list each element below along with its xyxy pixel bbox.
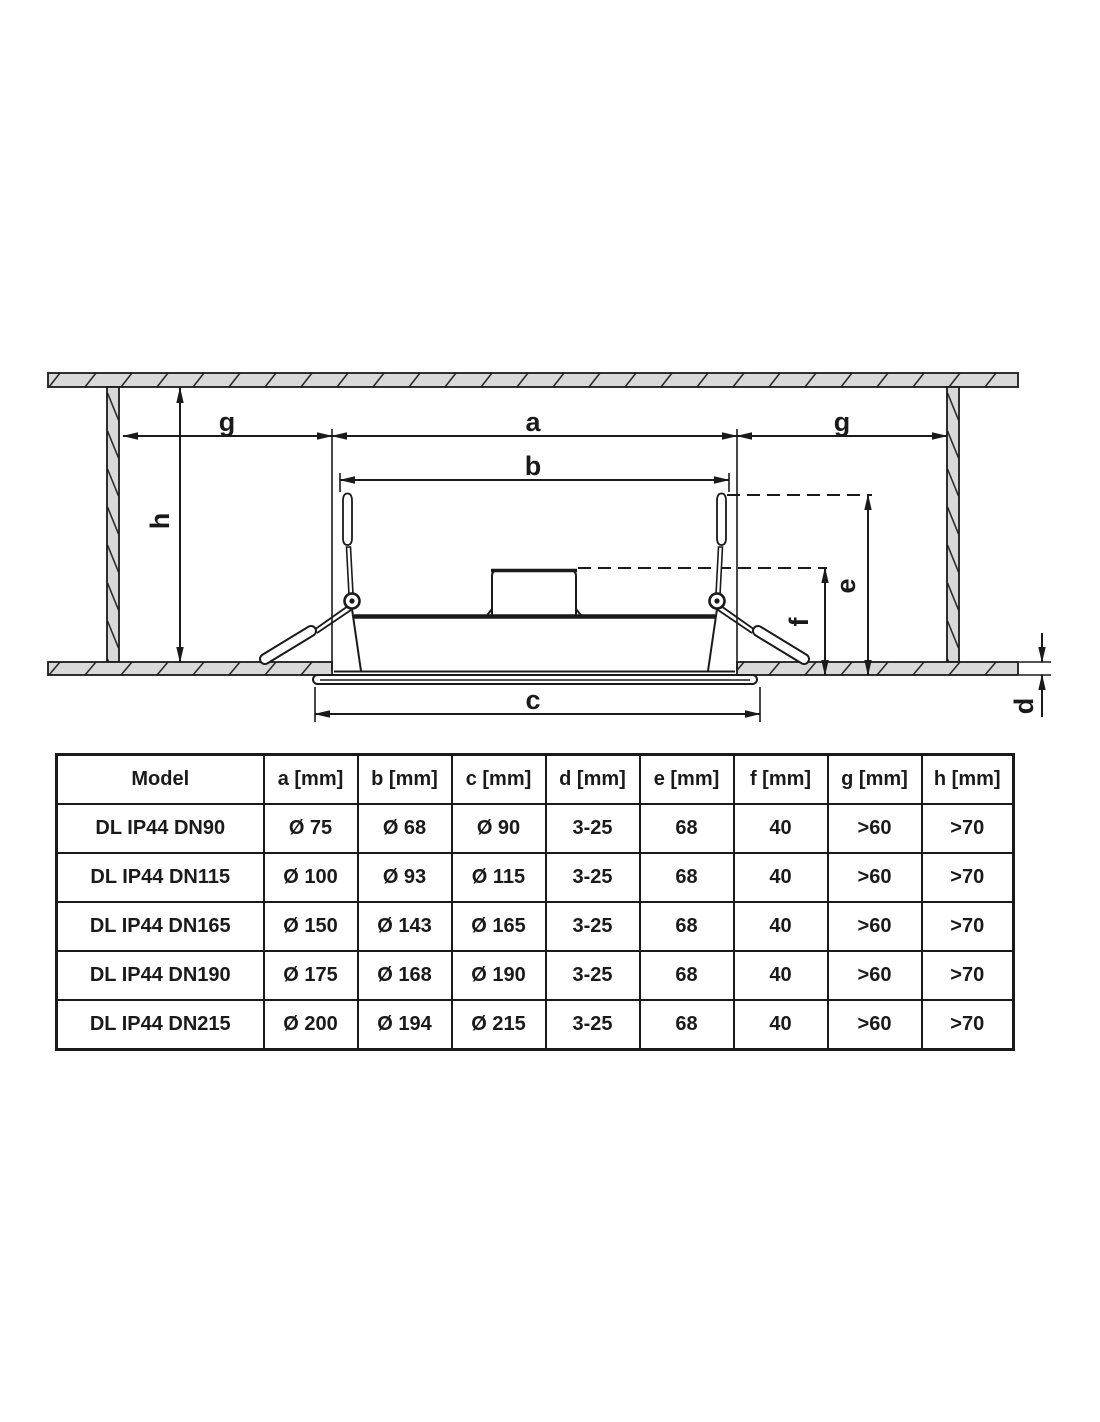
table-cell: >60 (828, 853, 922, 902)
table-cell: Ø 75 (264, 804, 358, 853)
downlight-fixture (265, 494, 872, 685)
table-cell: Ø 215 (452, 1000, 546, 1050)
model-cell: DL IP44 DN90 (57, 804, 264, 853)
ceiling-top-panel (48, 373, 1018, 387)
pivot-right (710, 594, 725, 609)
column-header-e: e [mm] (640, 755, 734, 805)
table-row (57, 951, 1014, 1000)
column-header-f: f [mm] (734, 755, 828, 805)
model-cell: DL IP44 DN215 (57, 1000, 264, 1050)
table-cell: Ø 93 (358, 853, 452, 902)
table-cell: >70 (922, 853, 1014, 902)
table-row (57, 902, 1014, 951)
table-cell: Ø 90 (452, 804, 546, 853)
table-row (57, 853, 1014, 902)
dim-label-f: f (784, 617, 814, 627)
table-cell: 40 (734, 951, 828, 1000)
table-cell: 3-25 (546, 853, 640, 902)
table-cell: 40 (734, 902, 828, 951)
table-cell: Ø 165 (452, 902, 546, 951)
table-cell: 68 (640, 902, 734, 951)
dim-label-a: a (525, 407, 541, 437)
table-cell: >60 (828, 804, 922, 853)
table-cell: 68 (640, 951, 734, 1000)
column-header-model: Model (57, 755, 264, 805)
table-cell: >70 (922, 1000, 1014, 1050)
table-cell: Ø 68 (358, 804, 452, 853)
table-row (57, 804, 1014, 853)
table-cell: >60 (828, 1000, 922, 1050)
clip-tab-left (343, 494, 352, 546)
table-cell: >70 (922, 804, 1014, 853)
table-row (57, 1000, 1014, 1050)
ceiling-bottom-panel-left (48, 662, 332, 675)
model-cell: DL IP44 DN115 (57, 853, 264, 902)
stud-left (107, 387, 119, 662)
column-header-g: g [mm] (828, 755, 922, 805)
trim-flange (313, 672, 757, 685)
dim-label-h: h (145, 512, 175, 530)
table-cell: Ø 150 (264, 902, 358, 951)
dim-label-b: b (524, 451, 542, 481)
table-cell: 68 (640, 804, 734, 853)
table-cell: >70 (922, 902, 1014, 951)
table-cell: 68 (640, 1000, 734, 1050)
table-cell: 3-25 (546, 1000, 640, 1050)
table-cell: 3-25 (546, 804, 640, 853)
table-cell: Ø 194 (358, 1000, 452, 1050)
column-header-a: a [mm] (264, 755, 358, 805)
table-cell: >60 (828, 902, 922, 951)
column-header-h: h [mm] (922, 755, 1014, 805)
table-cell: Ø 190 (452, 951, 546, 1000)
table-cell: Ø 115 (452, 853, 546, 902)
table-cell: >60 (828, 951, 922, 1000)
table-cell: Ø 175 (264, 951, 358, 1000)
table-header-row (57, 755, 1014, 805)
driver-box (487, 571, 582, 617)
table-cell: Ø 143 (358, 902, 452, 951)
model-cell: DL IP44 DN165 (57, 902, 264, 951)
dim-label-e: e (831, 578, 861, 594)
table-cell: 40 (734, 1000, 828, 1050)
ceiling-bottom-panel-right (737, 662, 1018, 675)
table-cell: 3-25 (546, 951, 640, 1000)
dimensions-table (55, 753, 1015, 1051)
table-cell: 40 (734, 804, 828, 853)
table-cell: Ø 200 (264, 1000, 358, 1050)
dim-label-g-left: g (218, 407, 236, 437)
dim-label-g-right: g (833, 407, 851, 437)
lamp-body (352, 609, 717, 671)
column-header-b: b [mm] (358, 755, 452, 805)
model-cell: DL IP44 DN190 (57, 951, 264, 1000)
column-header-c: c [mm] (452, 755, 546, 805)
table-cell: Ø 100 (264, 853, 358, 902)
spring-left (265, 606, 351, 659)
pivot-left (345, 594, 360, 609)
dim-label-c: c (525, 685, 541, 715)
column-header-d: d [mm] (546, 755, 640, 805)
table-cell: 68 (640, 853, 734, 902)
clip-tab-right (717, 494, 726, 546)
clip-link-right (716, 547, 723, 595)
stud-right (947, 387, 959, 662)
table-cell: 3-25 (546, 902, 640, 951)
table-cell: Ø 168 (358, 951, 452, 1000)
table-cell: >70 (922, 951, 1014, 1000)
dim-label-d: d (1009, 697, 1039, 715)
clip-link-left (347, 547, 354, 595)
table-cell: 40 (734, 853, 828, 902)
spring-right (718, 606, 804, 659)
